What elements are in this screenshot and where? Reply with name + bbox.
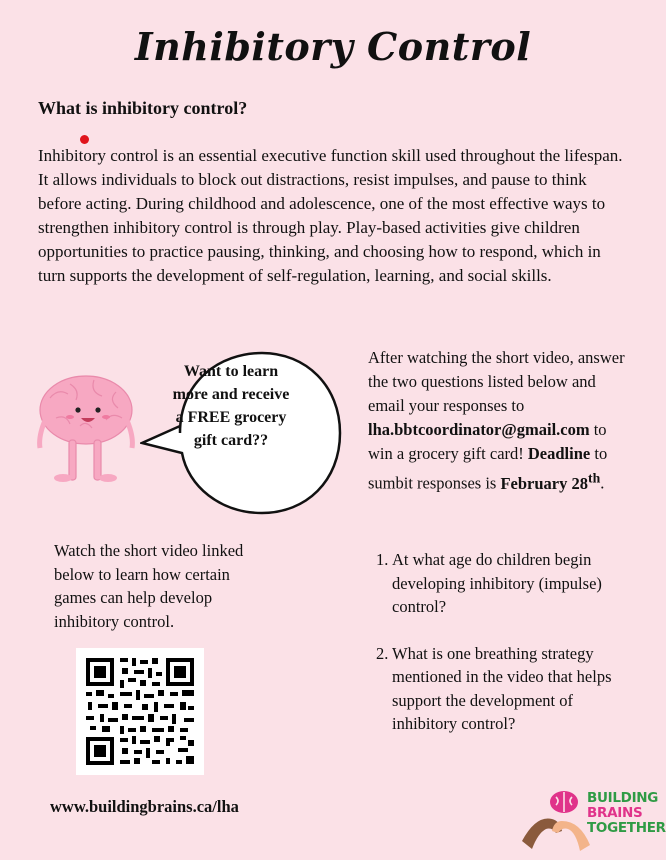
question-text: What is one breathing strategy mentioned in the video that helps support the development of inhibitory control?: [392, 643, 612, 733]
website-url[interactable]: www.buildingbrains.ca/lha: [50, 797, 239, 816]
question-item: [376, 642, 641, 736]
logo-word-building: BUILDING: [587, 790, 659, 806]
questions-list: [376, 548, 641, 759]
intro-paragraph: Inhibitory control is an essential executive function skill used throughout the lifespan. It allows individuals to block out distractions, resist impulses, and pause to think before acting. During childhood and adolescence, one of the most effective ways to strengthen inhibitory control is through play. Play-based activities give children opportunities to practice pausing, thinking, and choosing how to respond, which in turn supports the development of self-regulation, learning, and social skills.: [38, 146, 623, 285]
logo-word-brains: BRAINS: [587, 805, 643, 821]
section-heading: What is inhibitory control?: [38, 98, 248, 118]
question-text: At what age do children begin developing inhibitory (impulse) control?: [392, 550, 602, 616]
red-dot-marker: [80, 135, 89, 144]
cartoon-brain-icon: [36, 370, 136, 488]
deadline-end: .: [600, 473, 605, 493]
deadline-sup: th: [588, 470, 601, 485]
logo-text: [587, 790, 666, 836]
instructions-p1: After watching the short video, answer the two questions listed below and email your responses to: [368, 348, 625, 415]
bubble-text: Want to learn more and receive a FREE grocery gift card??: [172, 363, 290, 449]
page-title: Inhibitory Control: [134, 24, 532, 69]
instructions-text: [368, 346, 630, 496]
instructions-p3: to sumbit responses is: [368, 444, 608, 493]
question-number: 1.: [376, 550, 389, 569]
logo-word-together: TOGETHER: [587, 820, 666, 836]
contact-email[interactable]: lha.bbtcoordinator@gmail.com: [368, 420, 590, 439]
instructions-p2: to win a grocery gift card!: [368, 420, 607, 463]
question-number: 2.: [376, 643, 389, 663]
qr-code-icon[interactable]: [76, 648, 204, 775]
video-instructions: Watch the short video linked below to learn how certain games can help develop inhibitory control.: [54, 541, 244, 631]
question-item: [376, 548, 641, 619]
deadline-date: February 28: [500, 473, 588, 493]
deadline-label: Deadline: [527, 444, 591, 463]
